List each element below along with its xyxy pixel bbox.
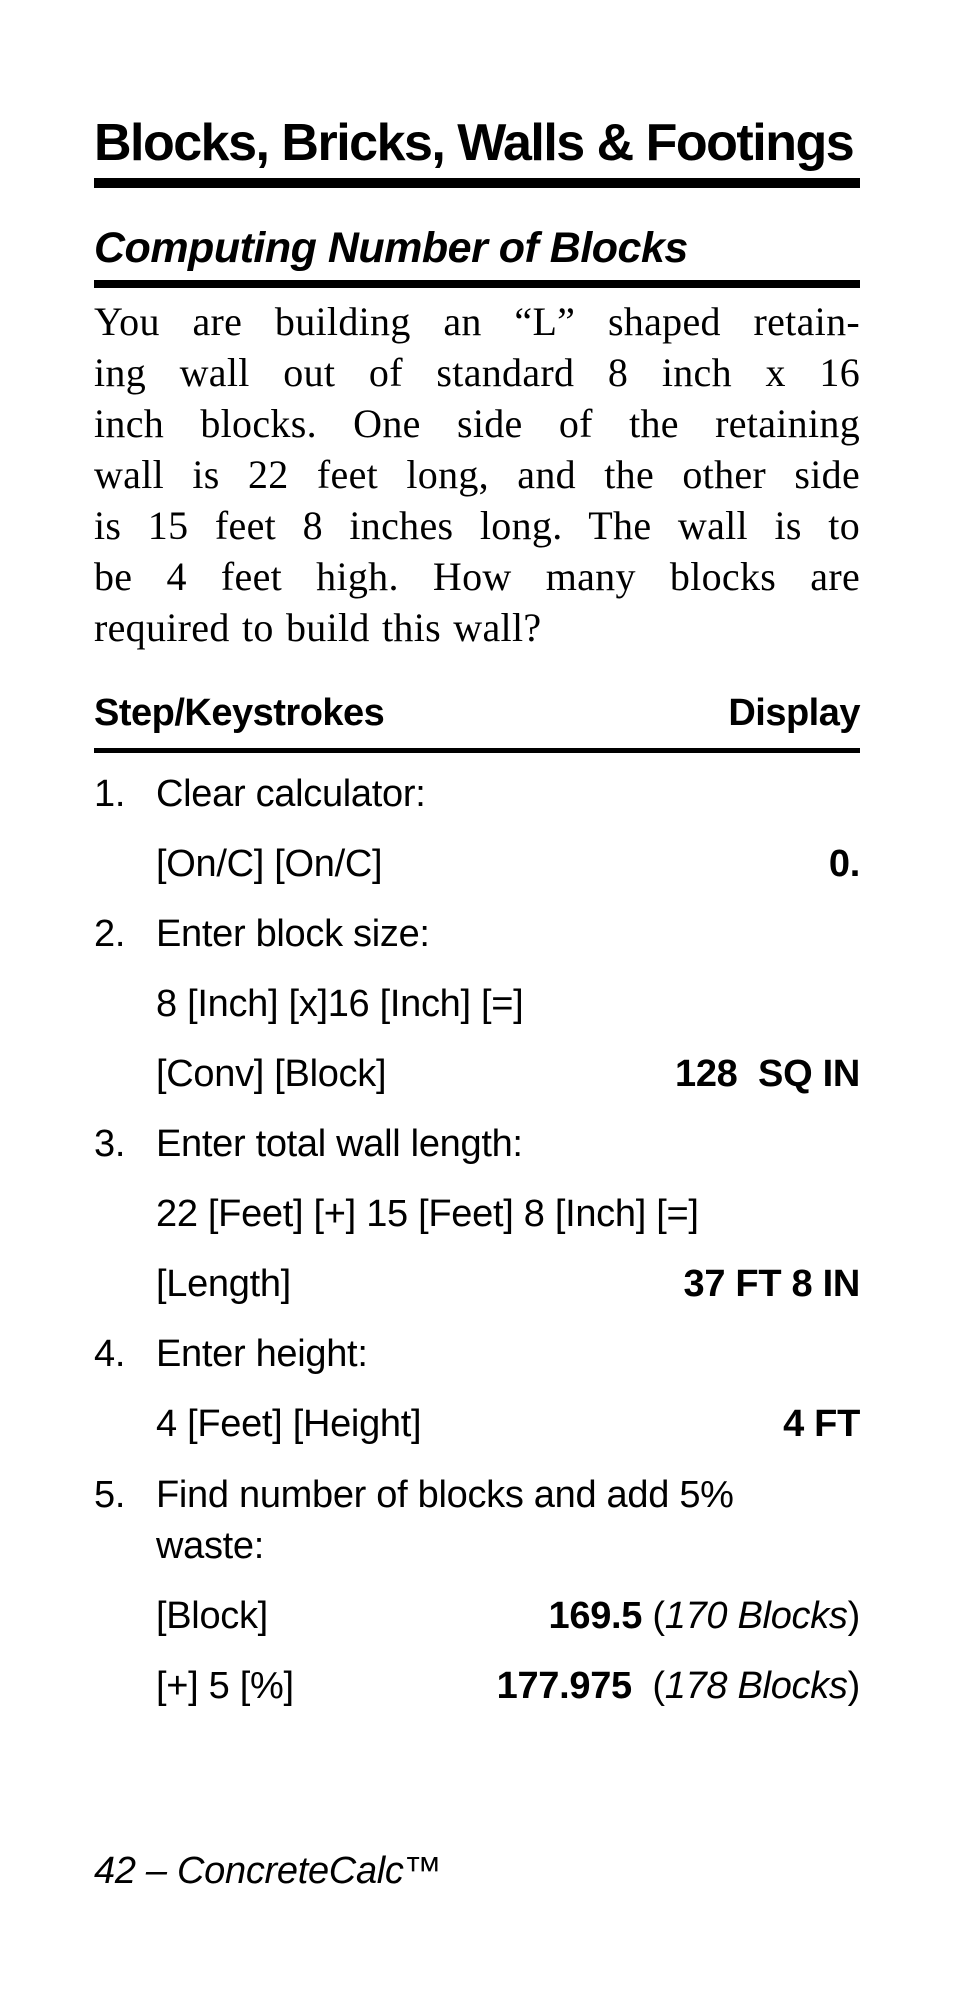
step-row	[94, 1326, 860, 1382]
step-label: waste:	[156, 1525, 265, 1567]
step-number: 3.	[94, 1123, 126, 1165]
page-title: Blocks, Bricks, Walls & Footings	[94, 110, 860, 188]
paren-open: (	[642, 1595, 665, 1637]
step-number: 5.	[94, 1474, 126, 1516]
keystroke-row	[94, 976, 860, 1032]
keystroke-row	[94, 1396, 860, 1452]
column-header-steps: Step/Keystrokes	[94, 692, 385, 734]
display-value	[549, 1588, 860, 1644]
intro-line: You are building an “L” shaped retain-	[94, 299, 860, 344]
intro-line: be 4 feet high. How many blocks are	[94, 554, 860, 599]
column-header	[94, 692, 860, 753]
keystroke-row	[94, 1046, 860, 1102]
paren-close: )	[847, 1665, 860, 1707]
keystrokes: [Length]	[156, 1263, 291, 1305]
keystroke-row	[94, 836, 860, 892]
keystroke-row	[94, 1186, 860, 1242]
paren-open: (	[631, 1665, 665, 1707]
keystroke-row	[94, 1256, 860, 1312]
section-title: Computing Number of Blocks	[94, 220, 860, 288]
keystrokes: [On/C] [On/C]	[156, 843, 383, 885]
keystrokes: 4 [Feet] [Height]	[156, 1403, 422, 1445]
intro-line: is 15 feet 8 inches long. The wall is to	[94, 503, 860, 548]
keystroke-row	[94, 1658, 860, 1714]
display-value	[497, 1658, 860, 1714]
step-row	[94, 1116, 860, 1172]
intro-line: inch blocks. One side of the retaining	[94, 401, 860, 446]
step-number: 2.	[94, 913, 126, 955]
display-value: 37 FT 8 IN	[683, 1263, 860, 1305]
keystrokes: [Block]	[156, 1595, 268, 1637]
display-value: 128 SQ IN	[675, 1053, 860, 1095]
intro-paragraph	[94, 296, 860, 653]
display-number: 177.975	[496, 1665, 632, 1707]
step-label: Enter height:	[156, 1333, 368, 1375]
step-row	[94, 1467, 860, 1523]
keystroke-row	[94, 1588, 860, 1644]
page-footer: 42 – ConcreteCalc™	[94, 1850, 442, 1892]
step-row	[94, 766, 860, 822]
keystrokes: [+] 5 [%]	[156, 1665, 294, 1707]
block-count-note: 178 Blocks	[664, 1665, 848, 1707]
column-header-display: Display	[728, 692, 860, 734]
keystrokes: 8 [Inch] [x]16 [Inch] [=]	[156, 983, 524, 1025]
intro-line: ing wall out of standard 8 inch x 16	[94, 350, 860, 395]
paren-close: )	[847, 1595, 860, 1637]
step-label: Clear calculator:	[156, 773, 426, 815]
step-number: 1.	[94, 773, 126, 815]
intro-line: required to build this wall?	[94, 605, 542, 650]
step-row	[94, 906, 860, 962]
step-label: Enter block size:	[156, 913, 430, 955]
block-count-note: 170 Blocks	[664, 1595, 848, 1637]
display-number: 169.5	[548, 1595, 643, 1637]
keystrokes: [Conv] [Block]	[156, 1053, 387, 1095]
display-value: 0.	[828, 843, 860, 885]
step-row-continued	[94, 1518, 860, 1574]
step-number: 4.	[94, 1333, 126, 1375]
display-value: 4 FT	[783, 1403, 860, 1445]
step-label: Find number of blocks and add 5%	[156, 1474, 734, 1516]
step-label: Enter total wall length:	[156, 1123, 523, 1165]
intro-line: wall is 22 feet long, and the other side	[94, 452, 860, 497]
keystrokes: 22 [Feet] [+] 15 [Feet] 8 [Inch] [=]	[156, 1193, 699, 1235]
